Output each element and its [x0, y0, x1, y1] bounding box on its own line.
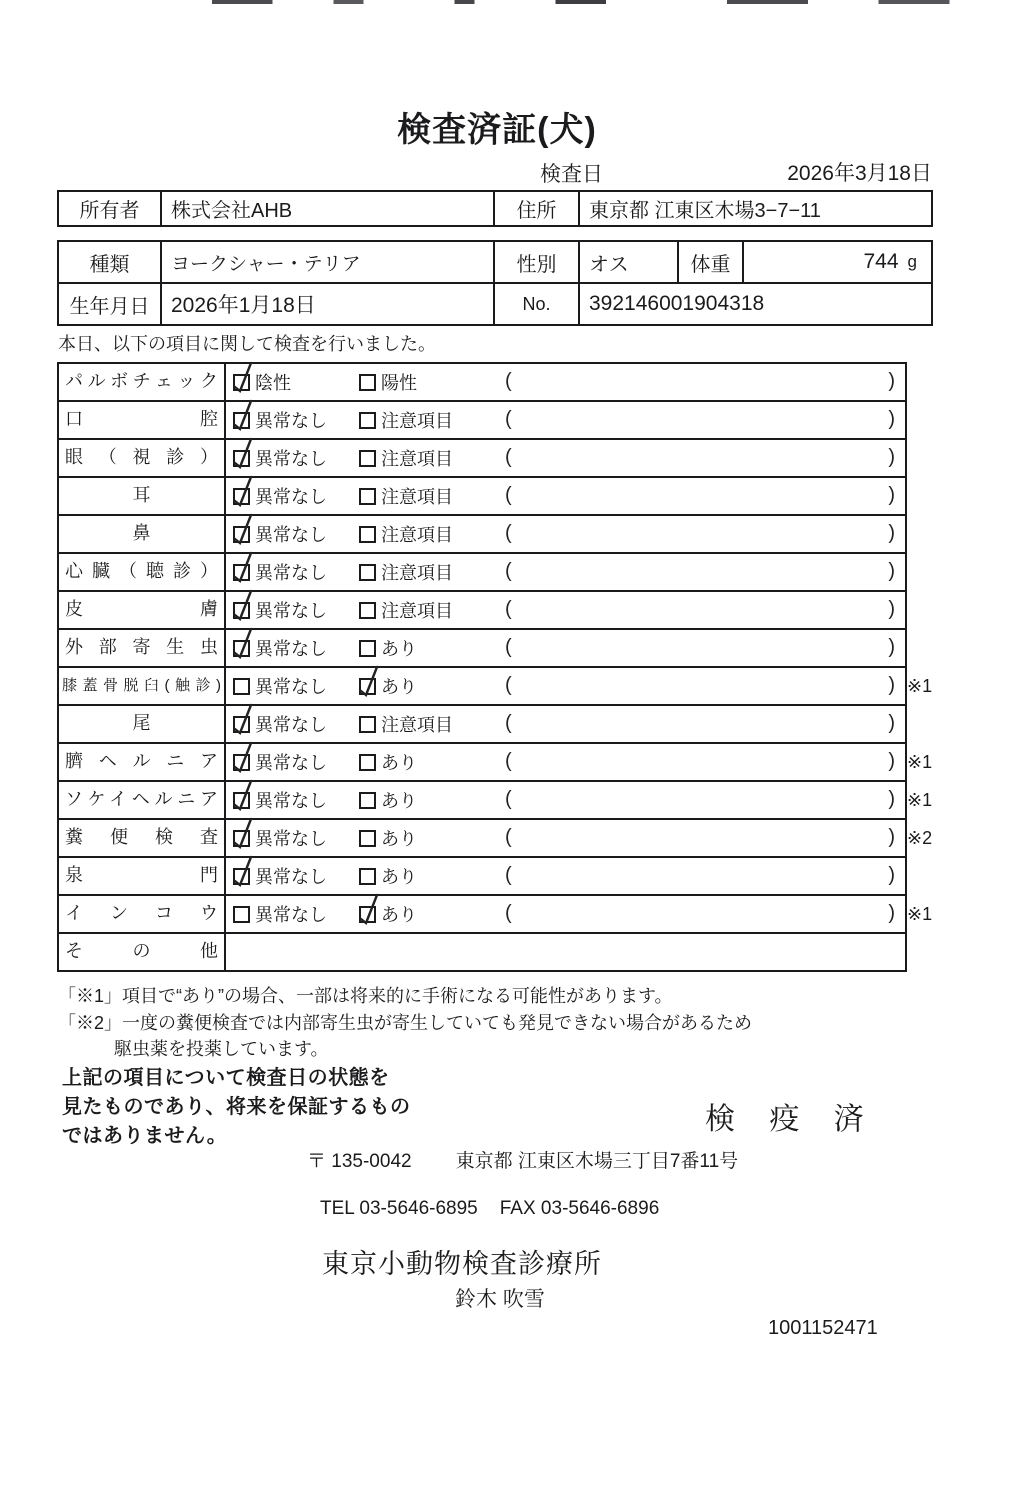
checkbox-present — [359, 830, 376, 847]
checklist-table — [57, 362, 933, 972]
remarks-paren-open: ( — [505, 636, 512, 658]
checkbox-present — [359, 754, 376, 771]
footnote-ref: ※1 — [907, 790, 933, 810]
clinic-phone-line — [320, 1198, 659, 1220]
checklist-row-fontanelle — [59, 858, 905, 896]
clinic-tel: TEL 03-5646-6895 — [320, 1198, 478, 1219]
checklist-row-heart — [59, 554, 905, 592]
checkbox-caution — [359, 526, 376, 543]
checklist-row-inkou — [59, 896, 933, 934]
option-label: 異常なし — [255, 791, 327, 811]
check-mark — [231, 360, 255, 396]
remarks-paren-close: ) — [888, 598, 895, 620]
owner-table — [57, 190, 933, 227]
remarks-paren-close: ) — [888, 902, 895, 924]
checkbox-normal — [233, 564, 250, 581]
check-mark — [357, 664, 381, 700]
weight-unit: g — [907, 252, 917, 271]
disclaimer-line-2: 見たものであり、将来を保証するもの — [62, 1096, 411, 1118]
option-label: 異常なし — [255, 829, 327, 849]
checklist-item-label: 口腔 — [59, 402, 226, 438]
check-mark — [231, 778, 255, 814]
option-label: 異常なし — [255, 525, 327, 545]
checkbox-normal — [233, 868, 250, 885]
footnote-2: 「※2」一度の糞便検査では内部寄生虫が寄生していても発見できない場合があるため — [58, 1013, 753, 1033]
breed-label: 種類 — [59, 242, 162, 282]
checkbox-caution — [359, 716, 376, 733]
checklist-item-label: パルボチェック — [59, 364, 226, 400]
option-label: あり — [381, 867, 417, 887]
option-label: 注意項目 — [381, 715, 453, 735]
checklist-row-umbilical-hernia — [59, 744, 933, 782]
checkbox-caution — [359, 450, 376, 467]
checklist-item-label: ソケイヘルニア — [59, 782, 226, 818]
check-mark — [231, 816, 255, 852]
checklist-item-label: 外部寄生虫 — [59, 630, 226, 666]
clinic-fax: FAX 03-5646-6896 — [499, 1198, 660, 1219]
option-label: 異常なし — [255, 487, 327, 507]
id-number-value: 392146001904318 — [589, 292, 765, 315]
footnote-1: 「※1」項目で“あり”の場合、一部は将来的に手術になる可能性があります。 — [58, 986, 673, 1006]
remarks-paren-close: ) — [888, 864, 895, 886]
check-mark — [231, 854, 255, 890]
checklist-item-label: インコウ — [59, 896, 226, 932]
breed-value: ヨークシャー・テリア — [162, 242, 495, 282]
checkbox-present — [359, 640, 376, 657]
weight-number: 744 — [863, 250, 899, 273]
option-label: 注意項目 — [381, 525, 453, 545]
checkbox-present — [359, 792, 376, 809]
option-label: あり — [381, 791, 417, 811]
checklist-row-inguinal-hernia — [59, 782, 933, 820]
animal-table — [57, 240, 933, 326]
option-label: あり — [381, 829, 417, 849]
footnote-ref: ※1 — [907, 676, 933, 696]
checklist-row-patella — [59, 668, 933, 706]
clinic-postal-address — [307, 1146, 738, 1173]
disclaimer-line-1: 上記の項目について検査日の状態を — [62, 1067, 390, 1089]
owner-value: 株式会社AHB — [162, 192, 495, 225]
remarks-paren-close: ) — [888, 370, 895, 392]
checklist-row-ectoparasites — [59, 630, 905, 668]
option-label: あり — [381, 905, 417, 925]
checkbox-normal — [233, 716, 250, 733]
footnote-ref: ※1 — [907, 904, 933, 924]
remarks-paren-close: ) — [888, 484, 895, 506]
checklist-item-label: 眼（視診） — [59, 440, 226, 476]
check-mark — [231, 740, 255, 776]
checklist-item-label: その他 — [59, 934, 226, 970]
checklist-item-label: 心臓（聴診） — [59, 554, 226, 590]
option-label: 異常なし — [255, 411, 327, 431]
owner-label: 所有者 — [59, 192, 162, 225]
checkbox-normal — [233, 678, 250, 695]
option-label: 異常なし — [255, 753, 327, 773]
footnote-ref: ※2 — [907, 828, 933, 848]
check-mark — [231, 588, 255, 624]
remarks-paren-open: ( — [505, 712, 512, 734]
checklist-item-label: 尾 — [59, 706, 226, 742]
option-label: 陰性 — [255, 373, 291, 393]
remarks-paren-close: ) — [888, 750, 895, 772]
remarks-paren-open: ( — [505, 902, 512, 924]
sex-value: オス — [580, 242, 679, 282]
option-label: 異常なし — [255, 677, 327, 697]
remarks-paren-close: ) — [888, 636, 895, 658]
weight-value — [744, 242, 931, 282]
examination-statement: 本日、以下の項目に関して検査を行いました。 — [58, 334, 436, 354]
option-label: 注意項目 — [381, 487, 453, 507]
checklist-row-ears — [59, 478, 905, 516]
postal-code: 〒 135-0042 — [307, 1151, 412, 1172]
checkbox-normal — [233, 906, 250, 923]
checkbox-normal — [233, 640, 250, 657]
checkbox-normal — [233, 792, 250, 809]
footnote-ref: ※1 — [907, 752, 933, 772]
remarks-paren-open: ( — [505, 446, 512, 468]
disclaimer-line-3: ではありません。 — [62, 1125, 228, 1147]
remarks-paren-close: ) — [888, 712, 895, 734]
veterinarian-name: 鈴木 吹雪 — [455, 1288, 545, 1311]
remarks-paren-open: ( — [505, 788, 512, 810]
checklist-item-label: 臍ヘルニア — [59, 744, 226, 780]
checkbox-normal — [233, 526, 250, 543]
check-mark — [231, 474, 255, 510]
remarks-paren-open: ( — [505, 522, 512, 544]
checkbox-caution — [359, 564, 376, 581]
remarks-paren-close: ) — [888, 446, 895, 468]
check-mark — [231, 436, 255, 472]
remarks-paren-open: ( — [505, 826, 512, 848]
animal-table-row-1 — [59, 242, 931, 282]
checklist-item-label: 鼻 — [59, 516, 226, 552]
option-label: 異常なし — [255, 563, 327, 583]
checkbox-normal — [233, 754, 250, 771]
clinic-address: 東京都 江東区木場三丁目7番11号 — [455, 1151, 739, 1172]
check-mark — [357, 892, 381, 928]
checkbox-negative — [233, 374, 250, 391]
remarks-paren-open: ( — [505, 370, 512, 392]
weight-label: 体重 — [679, 242, 744, 282]
remarks-paren-open: ( — [505, 484, 512, 506]
check-mark — [231, 512, 255, 548]
checklist-row-nose — [59, 516, 905, 554]
remarks-paren-open: ( — [505, 560, 512, 582]
address-value: 東京都 江東区木場3−7−11 — [589, 200, 821, 222]
address-label: 住所 — [495, 192, 580, 225]
page-title: 検査済証(犬) — [397, 111, 597, 149]
footnote-2-continued: 駆虫薬を投薬しています。 — [114, 1039, 329, 1059]
birthdate-label: 生年月日 — [59, 284, 162, 324]
checkbox-positive — [359, 374, 376, 391]
checkbox-present — [359, 868, 376, 885]
option-label: 注意項目 — [381, 449, 453, 469]
option-label: 異常なし — [255, 715, 327, 735]
remarks-paren-close: ) — [888, 408, 895, 430]
checklist-item-label: 耳 — [59, 478, 226, 514]
scan-edge-artifact — [0, 0, 1010, 4]
remarks-paren-close: ) — [888, 674, 895, 696]
checkbox-normal — [233, 488, 250, 505]
option-label: 注意項目 — [381, 601, 453, 621]
check-mark — [231, 702, 255, 738]
quarantine-passed-stamp: 検 疫 済 — [705, 1103, 877, 1136]
inspection-date-value: 2026年3月18日 — [787, 162, 932, 185]
animal-table-row-2 — [59, 282, 931, 324]
remarks-paren-close: ) — [888, 560, 895, 582]
remarks-paren-open: ( — [505, 598, 512, 620]
checklist-item-label: 糞便検査 — [59, 820, 226, 856]
check-mark — [231, 626, 255, 662]
checklist-row-skin — [59, 592, 905, 630]
checkbox-present — [359, 906, 376, 923]
remarks-paren-close: ) — [888, 826, 895, 848]
remarks-paren-close: ) — [888, 788, 895, 810]
remarks-paren-close: ) — [888, 522, 895, 544]
checklist-row-eyes — [59, 440, 905, 478]
sex-label: 性別 — [495, 242, 580, 282]
remarks-paren-open: ( — [505, 674, 512, 696]
option-label: あり — [381, 677, 417, 697]
checklist-row-mouth — [59, 402, 905, 440]
remarks-paren-open: ( — [505, 864, 512, 886]
checklist-row-other — [59, 934, 905, 970]
checklist-item-label: 皮膚 — [59, 592, 226, 628]
id-number-label: No. — [495, 284, 580, 324]
birthdate-value: 2026年1月18日 — [162, 284, 495, 324]
option-label: 異常なし — [255, 639, 327, 659]
checklist-row-tail — [59, 706, 905, 744]
checkbox-caution — [359, 602, 376, 619]
checklist-row-parvo — [59, 364, 905, 402]
check-mark — [231, 550, 255, 586]
checkbox-normal — [233, 450, 250, 467]
option-label: 異常なし — [255, 905, 327, 925]
checkbox-normal — [233, 830, 250, 847]
checklist-item-label: 泉門 — [59, 858, 226, 894]
option-label: あり — [381, 639, 417, 659]
checkbox-caution — [359, 412, 376, 429]
checklist-item-label: 膝蓋骨脱臼(触診) — [59, 668, 226, 704]
document-serial-number: 1001152471 — [768, 1317, 878, 1339]
inspection-date-label: 検査日 — [540, 163, 603, 186]
remarks-paren-open: ( — [505, 750, 512, 772]
remarks-paren-open: ( — [505, 408, 512, 430]
option-label: 注意項目 — [381, 563, 453, 583]
checkbox-normal — [233, 602, 250, 619]
option-label: 異常なし — [255, 867, 327, 887]
option-label: 陽性 — [381, 373, 417, 393]
checklist-row-fecal-exam — [59, 820, 933, 858]
check-mark — [231, 398, 255, 434]
checkbox-caution — [359, 488, 376, 505]
option-label: あり — [381, 753, 417, 773]
option-label: 注意項目 — [381, 411, 453, 431]
clinic-name: 東京小動物検査診療所 — [322, 1249, 602, 1279]
checkbox-normal — [233, 412, 250, 429]
checkbox-present — [359, 678, 376, 695]
option-label: 異常なし — [255, 449, 327, 469]
option-label: 異常なし — [255, 601, 327, 621]
